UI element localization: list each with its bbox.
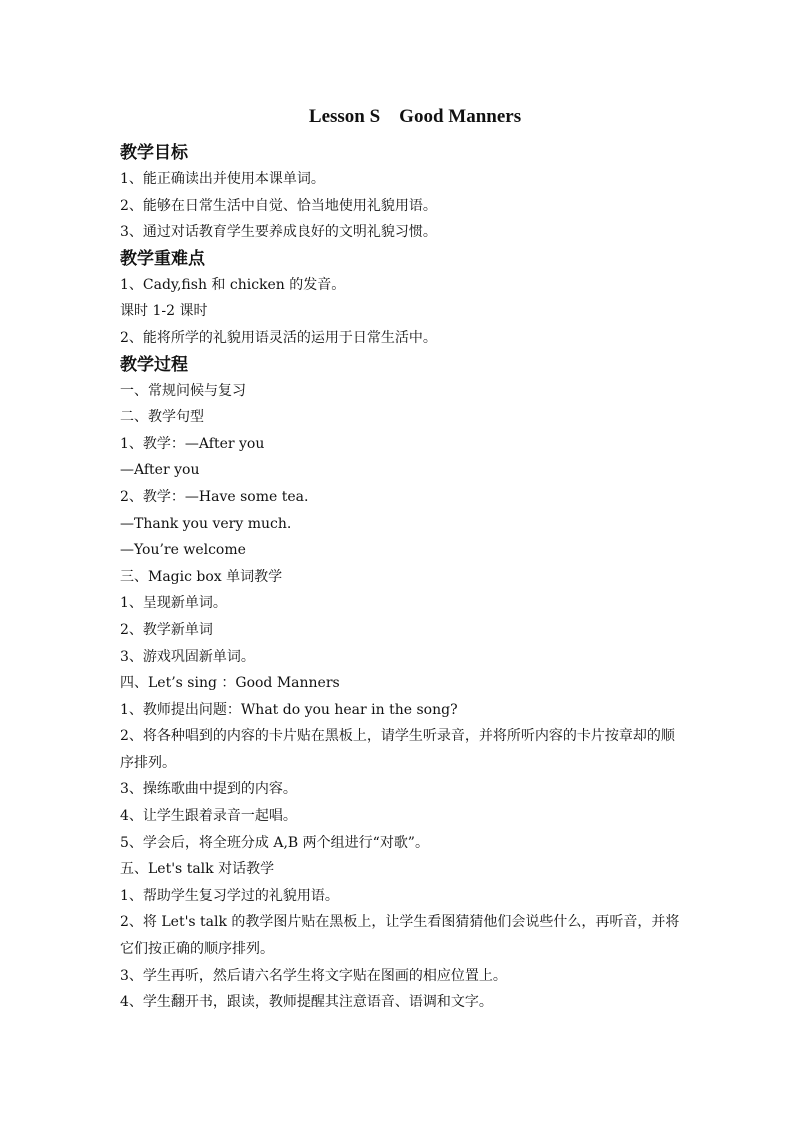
process-item: 4、让学生跟着录音一起唱。 [120, 808, 297, 825]
process-heading: 教学过程 [120, 354, 188, 375]
process-item: 3、游戏巩固新单词。 [120, 648, 255, 665]
process-item: —You’re welcome [120, 542, 246, 559]
process-item: 五、Let's talk 对话教学 [120, 861, 275, 878]
process-item: 1、教师提出问题：What do you hear in the song? [120, 701, 458, 718]
process-item: 一、常规问候与复习 [120, 382, 246, 399]
lesson-title: Lesson S Good Manners [308, 106, 522, 127]
process-item: 2、教学新单词 [120, 621, 213, 638]
objective-item: 2、能够在日常生活中自觉、恰当地使用礼貌用语。 [120, 197, 437, 214]
process-item: 二、教学句型 [120, 409, 204, 426]
document-page [120, 104, 680, 1016]
key-point-item: 2、能将所学的礼貌用语灵活的运用于日常生活中。 [120, 329, 437, 346]
process-item: 三、Magic box 单词教学 [120, 568, 283, 585]
process-item: 2、教学：—Have some tea. [120, 488, 309, 505]
process-item: 1、帮助学生复习学过的礼貌用语。 [120, 887, 339, 904]
key-point-item: 1、Cady,fish 和 chicken 的发音。 [120, 276, 346, 293]
process-item: 四、Let’s sing ：Good Manners [120, 675, 340, 692]
process-item: —After you [120, 462, 200, 479]
process-item: 3、学生再听，然后请六名学生将文字贴在图画的相应位置上。 [120, 967, 507, 984]
process-item: 1、呈现新单词。 [120, 595, 227, 612]
process-item: 2、将各种唱到的内容的卡片贴在黑板上，请学生听录音，并将所听内容的卡片按章却的顺序排列。 [120, 728, 675, 771]
objective-item: 1、能正确读出并使用本课单词。 [120, 171, 325, 187]
process-item: —Thank you very much. [120, 515, 292, 532]
objectives-heading: 教学目标 [120, 143, 188, 163]
process-item: 2、将 Let's talk 的教学图片贴在黑板上，让学生看图猜猜他们会说些什么，再听音，并将它们按正确的顺序排列。 [120, 914, 680, 958]
process-item: 1、教学：—After you [120, 435, 265, 452]
process-item: 3、操练歌曲中提到的内容。 [120, 781, 297, 798]
process-item: 5、学会后，将全班分成 A,B 两个组进行“对歌”。 [120, 834, 429, 851]
process-item: 4、学生翻开书，跟读，教师提醒其注意语音、语调和文字。 [120, 994, 493, 1011]
objective-item: 3、通过对话教育学生要养成良好的文明礼貌习惯。 [120, 224, 437, 241]
key-point-item: 课时 1-2 课时 [120, 303, 208, 320]
key-points-heading: 教学重难点 [120, 248, 205, 269]
